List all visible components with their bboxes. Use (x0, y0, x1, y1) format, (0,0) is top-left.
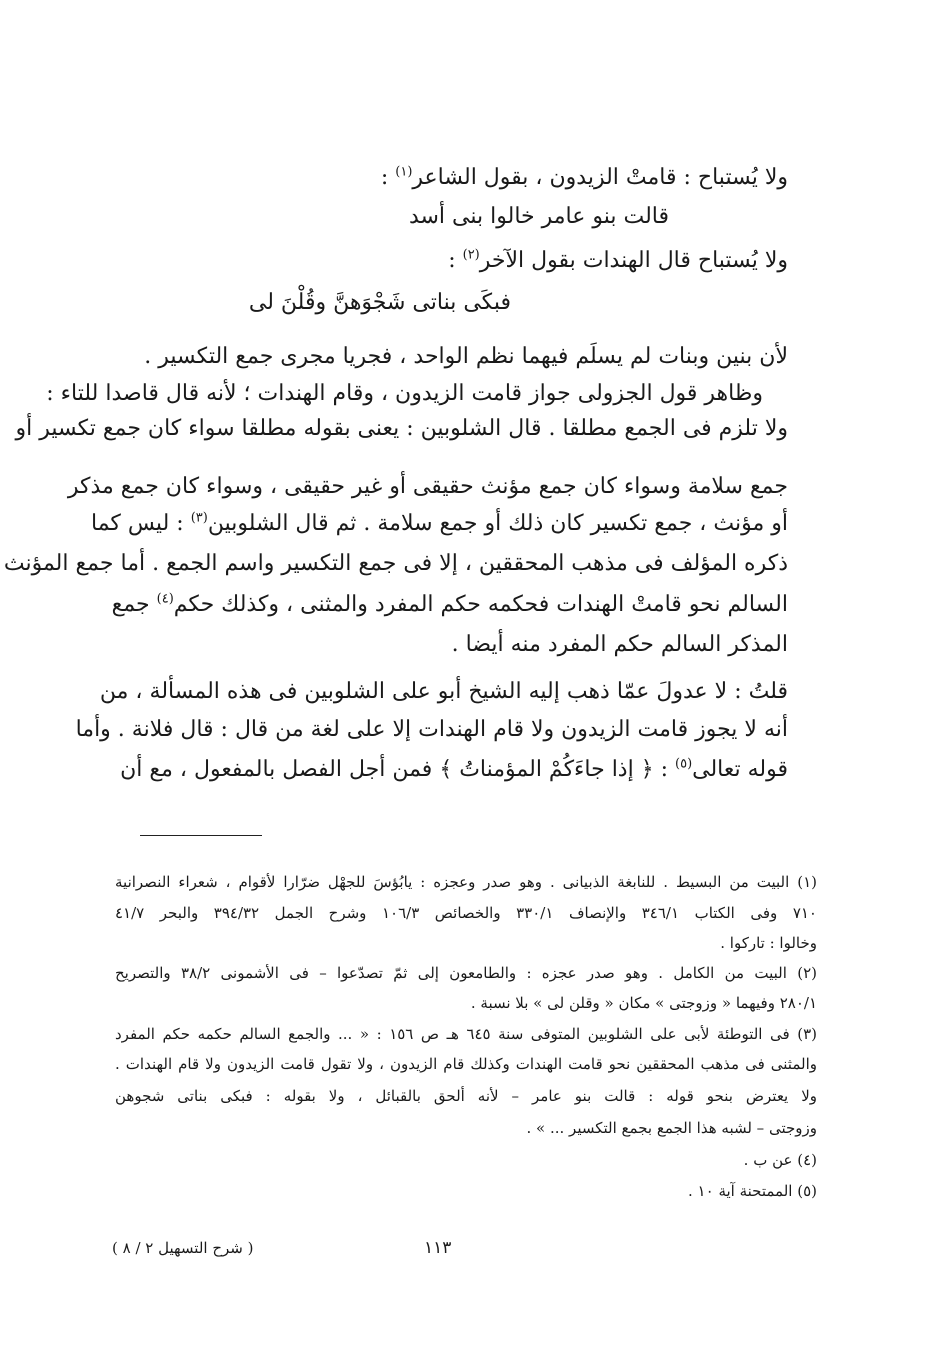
text-line: جمع سلامة وسواء كان جمع مؤنث حقيقى أو غير حقيقى ، وسواء كان جمع مذكر (67, 474, 788, 499)
page-number: ١١٣ (424, 1238, 452, 1258)
text-line: ولا يُستباح : قامتْ الزيدون ، بقول الشاعر$^{(١)}$ : (380, 164, 788, 190)
verse-line: فبكَى بناتى شَجْوَهنَّ وقُلْنَ لى (248, 290, 511, 315)
text-line: ولا يُستباح قال الهندات بقول الآخر$^{(٢)}$ : (448, 247, 788, 273)
text-line: المذكر السالم حكم المفرد منه أيضا . (451, 632, 788, 657)
footnote-ref: (١) (395, 164, 413, 180)
text-line: أنه لا يجوز قامت الزيدون ولا قام الهندات إلا على لغة من قال : قال فلانة . وأما (75, 717, 788, 742)
footnote-line: (٤) عن ب . (743, 1151, 817, 1169)
footnote-ref: (٥) (675, 756, 693, 772)
footnote-line: ٢٨٠/١ وفيهما « وزوجتى » مكان « وقلن لى » بلا نسبة . (470, 994, 817, 1012)
footnote-ref: (٤) (156, 591, 174, 607)
text-line: قوله تعالى$^{(٥)}$ : ﴿ إذا جاءَكُمْ المؤمناتُ ﴾ فمن أجل الفصل بالمفعول ، مع أن (120, 756, 788, 782)
footnote-line: وخالوا : تاركوا . (720, 934, 817, 952)
footnote-line: (١) البيت من البسيط . للنابغة الذبيانى . وهو صدر وعجزه : يابُؤسَ للجهْل ضرّارا لأقوام ، شعراء النصرانية (115, 873, 817, 891)
text-line: ولا تلزم فى الجمع مطلقا . قال الشلوبين : يعنى بقوله مطلقا سواء كان جمع تكسير أو (15, 416, 788, 441)
footnote-line: ٧١٠ وفى الكتاب ٣٤٦/١ والإنصاف ٣٣٠/١ والخصائص ١٠٦/٣ وشرح الجمل ٣٩٤/٣٢ والبحر ٤١/٧ (115, 904, 817, 922)
footnote-ref: (٢) (462, 247, 480, 263)
footnote-separator (140, 835, 262, 836)
text-line: لأن بنين وبنات لم يسلَم فيهما نظم الواحد ، فجريا مجرى جمع التكسير . (144, 344, 788, 369)
footnote-line: (٣) فى التوطئة لأبى على الشلوبين المتوفى سنة ٦٤٥ هـ ص ١٥٦ : « ... والجمع السالم حكمه حكم المفرد (115, 1025, 817, 1043)
text-line: ذكره المؤلف فى مذهب المحققين ، إلا فى جمع التكسير واسم الجمع . أما جمع المؤنث (3, 551, 788, 576)
footnote-line: (٥) الممتحنة آية ١٠ . (688, 1182, 817, 1200)
verse-line: قالت بنو عامر خالوا بنى أسد (408, 204, 669, 229)
text-line: أو مؤنث ، جمع تكسير كان ذلك أو جمع سلامة . ثم قال الشلوبين$^{(٣)}$ : ليس كما (91, 510, 788, 536)
text-line: السالم نحو قامتْ الهندات فحكمه حكم المفرد والمثنى ، وكذلك حكم$^{(٤)}$ جمع (111, 591, 788, 617)
footnote-line: (٢) البيت من الكامل . وهو صدر عجزه : والطامعون إلى ثمّ تصدّعوا – فى الأشمونى ٣٨/٢ والتصريح (115, 964, 817, 982)
text-line: قلتُ : لا عدولَ عمّا ذهب إليه الشيخ أبو على الشلوبين فى هذه المسألة ، من (99, 679, 788, 704)
footnote-ref: (٣) (190, 510, 208, 526)
footnote-line: ولا يعترض بنحو قوله : قالت بنو عامر – لأنه ألحق بالقبائل ، ولا بقوله : فبكى بناتى شجوهن (115, 1087, 817, 1105)
footnote-line: والمثنى فى مذهب المحققين نحو قامت الهندات وكذلك قام الزيدون ، ولا تقول قامت الزيدون ولا قام الهندات . (115, 1055, 817, 1073)
footnote-line: وزوجتى – لشبه هذا الجمع بجمع التكسير ... » . (526, 1119, 817, 1137)
text-line: وظاهر قول الجزولى جواز قامت الزيدون ، وقام الهندات ؛ لأنه قال قاصدا للتاء : (46, 381, 763, 406)
running-title: ( شرح التسهيل ٢ / ٨ ) (112, 1239, 254, 1257)
